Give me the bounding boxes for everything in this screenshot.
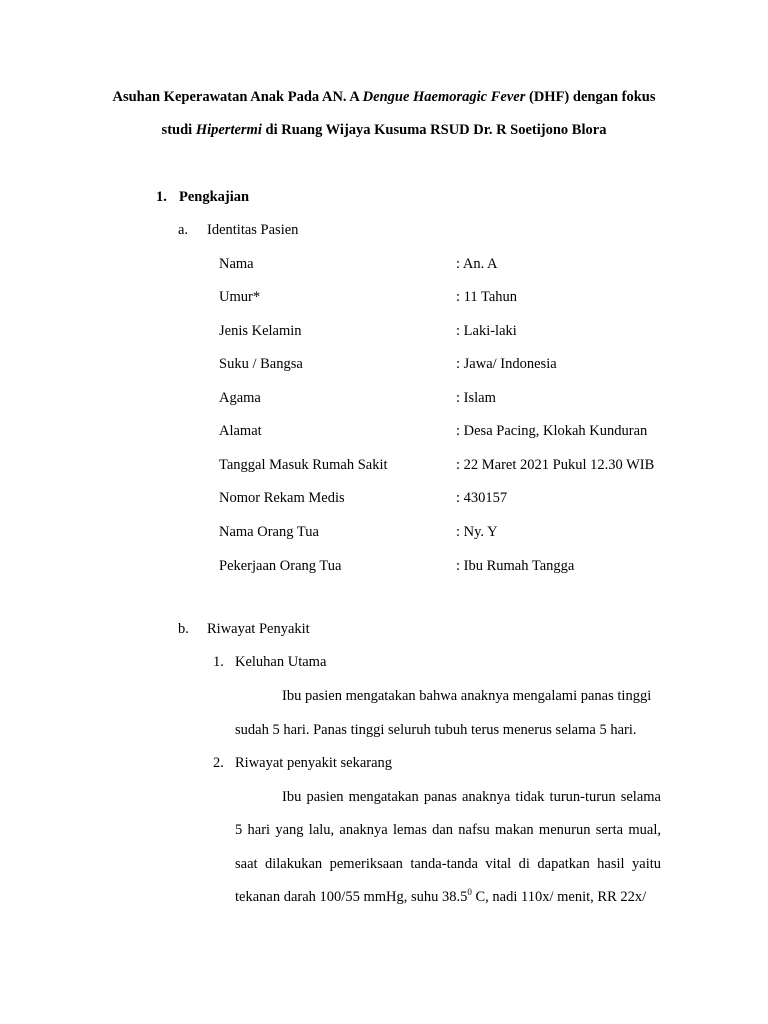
- identity-label: Suku / Bangsa: [219, 356, 303, 372]
- identity-value: : 11 Tahun: [456, 289, 518, 305]
- paragraph-line: [235, 889, 661, 906]
- list-number: 2.: [213, 755, 224, 771]
- identity-value: : Ibu Rumah Tangga: [456, 558, 575, 574]
- list-heading: Keluhan Utama: [235, 654, 327, 670]
- identity-label: Agama: [219, 390, 261, 406]
- document-title-line-2: [0, 122, 768, 139]
- identity-label: Nama: [219, 256, 254, 272]
- identity-value: : Desa Pacing, Klokah Kunduran: [456, 423, 648, 439]
- list-number: 1.: [213, 654, 224, 670]
- identity-value: : An. A: [456, 256, 498, 272]
- identity-label: Pekerjaan Orang Tua: [219, 558, 342, 574]
- title-text: studi: [161, 122, 196, 138]
- subsection-heading: Identitas Pasien: [207, 222, 299, 238]
- identity-value: : Laki-laki: [456, 323, 517, 339]
- identity-label: Alamat: [219, 423, 262, 439]
- title-text: Asuhan Keperawatan Anak Pada AN. A: [112, 89, 363, 105]
- subsection-heading: Riwayat Penyakit: [207, 621, 310, 637]
- identity-value: : Ny. Y: [456, 524, 498, 540]
- identity-label: Jenis Kelamin: [219, 323, 302, 339]
- identity-value: : 22 Maret 2021 Pukul 12.30 WIB: [456, 457, 655, 473]
- paragraph-text: tekanan darah 100/55 mmHg, suhu 38.5: [235, 889, 468, 905]
- title-text: (DHF) dengan fokus: [525, 89, 656, 105]
- identity-label: Nomor Rekam Medis: [219, 490, 345, 506]
- title-italic-text: Dengue Haemoragic Fever: [362, 89, 526, 105]
- identity-value: : 430157: [456, 490, 508, 506]
- subsection-letter: a.: [178, 222, 189, 238]
- paragraph-line: sudah 5 hari. Panas tinggi seluruh tubuh terus menerus selama 5 hari.: [235, 722, 637, 738]
- identity-label: Tanggal Masuk Rumah Sakit: [219, 457, 388, 473]
- paragraph-line: Ibu pasien mengatakan panas anaknya tidak turun-turun selama: [282, 789, 661, 805]
- identity-label: Umur*: [219, 289, 261, 305]
- title-italic-text: Hipertermi: [195, 122, 262, 138]
- identity-label: Nama Orang Tua: [219, 524, 319, 540]
- title-text: di Ruang Wijaya Kusuma RSUD Dr. R Soetijono Blora: [261, 122, 607, 138]
- paragraph-text: C, nadi 110x/ menit, RR 22x/: [471, 889, 647, 905]
- document-title-line-1: [0, 89, 768, 106]
- identity-value: : Islam: [456, 390, 496, 406]
- list-heading: Riwayat penyakit sekarang: [235, 755, 393, 771]
- section-heading: Pengkajian: [179, 189, 250, 205]
- section-number: 1.: [156, 189, 167, 205]
- degree-superscript: 0: [467, 887, 472, 898]
- identity-value: : Jawa/ Indonesia: [456, 356, 557, 372]
- subsection-letter: b.: [178, 621, 189, 637]
- paragraph-line: 5 hari yang lalu, anaknya lemas dan nafsu makan menurun serta mual,: [235, 822, 661, 838]
- paragraph-line: Ibu pasien mengatakan bahwa anaknya mengalami panas tinggi: [282, 688, 652, 704]
- paragraph-line: saat dilakukan pemeriksaan tanda-tanda vital di dapatkan hasil yaitu: [235, 856, 661, 872]
